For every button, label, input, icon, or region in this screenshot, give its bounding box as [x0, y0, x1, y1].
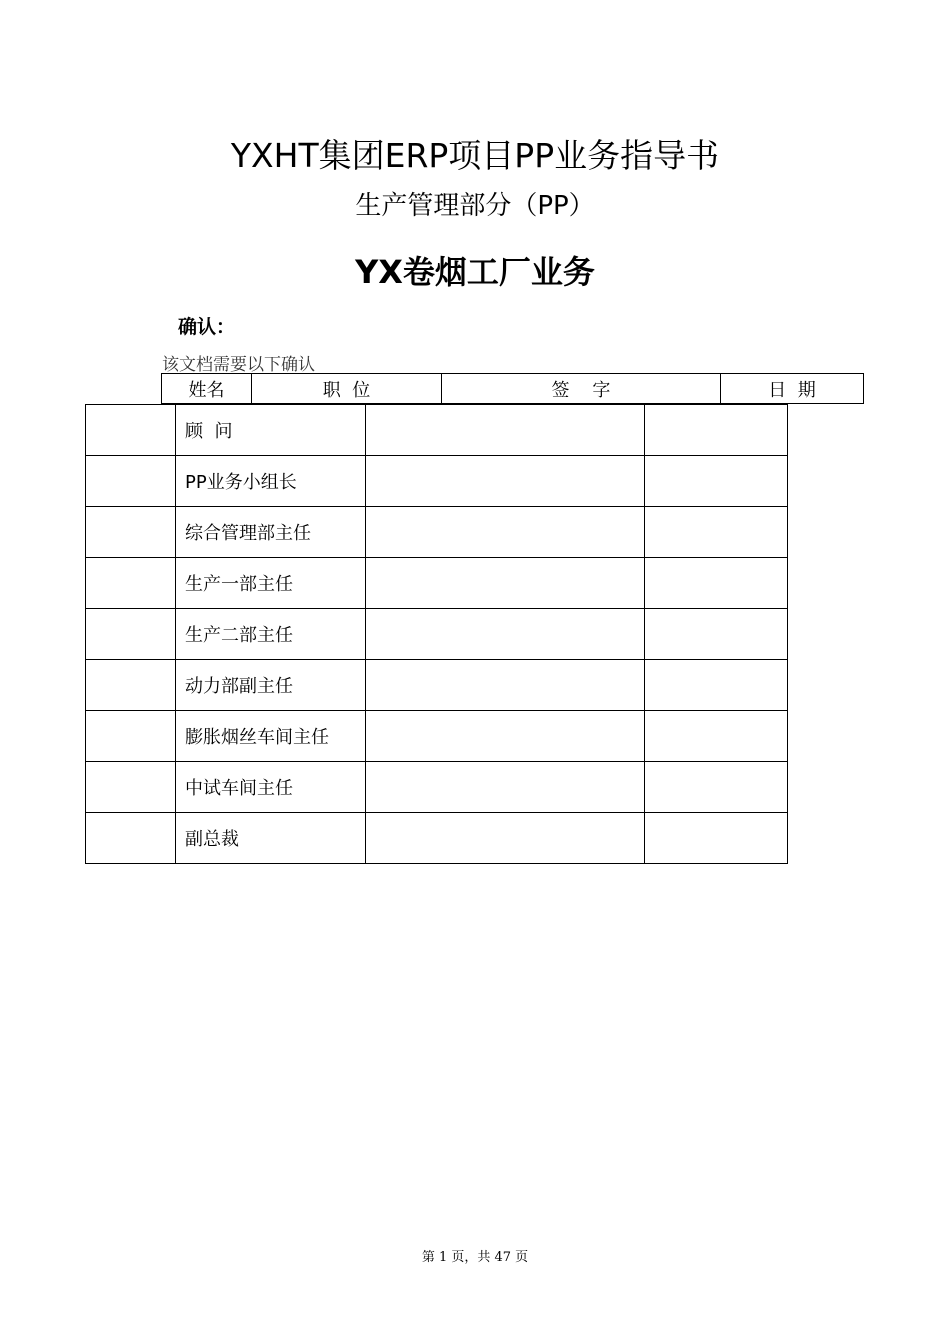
date-cell [645, 813, 788, 864]
table-row [86, 813, 788, 864]
name-cell [86, 405, 176, 456]
name-cell [86, 711, 176, 762]
name-cell [86, 762, 176, 813]
confirm-note: 该文档需要以下确认 [162, 355, 315, 375]
approval-table [85, 404, 788, 864]
table-row [86, 762, 788, 813]
date-cell [645, 609, 788, 660]
confirm-label: 确认： [178, 316, 236, 338]
table-row [86, 456, 788, 507]
signature-cell [366, 609, 645, 660]
page-footer: 第 1 页，共 47 页 [421, 1250, 529, 1265]
position-cell: 膨胀烟丝车间主任 [176, 711, 366, 762]
signature-cell [366, 558, 645, 609]
name-cell [86, 609, 176, 660]
date-cell [645, 558, 788, 609]
name-cell [86, 558, 176, 609]
date-cell [645, 456, 788, 507]
date-cell [645, 711, 788, 762]
position-cell: 中试车间主任 [176, 762, 366, 813]
table-row [86, 711, 788, 762]
table-row [86, 609, 788, 660]
signature-cell [366, 762, 645, 813]
position-cell: 生产二部主任 [176, 609, 366, 660]
header-date: 日 期 [721, 374, 864, 404]
document-title: YXHT集团ERP项目PP业务指导书 [230, 136, 720, 175]
header-signature: 签 字 [442, 374, 721, 404]
signature-cell [366, 456, 645, 507]
table-row [86, 405, 788, 456]
position-cell: 顾 问 [176, 405, 366, 456]
name-cell [86, 813, 176, 864]
position-cell: 副总裁 [176, 813, 366, 864]
date-cell [645, 507, 788, 558]
date-cell [645, 660, 788, 711]
header-position: 职 位 [252, 374, 442, 404]
table-row [86, 507, 788, 558]
approval-table-header [161, 373, 864, 404]
position-cell: 生产一部主任 [176, 558, 366, 609]
position-cell: PP业务小组长 [176, 456, 366, 507]
position-cell: 动力部副主任 [176, 660, 366, 711]
signature-cell [366, 813, 645, 864]
signature-cell [366, 507, 645, 558]
date-cell [645, 762, 788, 813]
table-row [86, 558, 788, 609]
position-cell: 综合管理部主任 [176, 507, 366, 558]
name-cell [86, 660, 176, 711]
document-subtitle: 生产管理部分（PP） [355, 191, 595, 221]
header-name: 姓名 [162, 374, 252, 404]
signature-cell [366, 711, 645, 762]
signature-cell [366, 660, 645, 711]
section-heading: YX卷烟工厂业务 [355, 253, 595, 291]
table-row [86, 660, 788, 711]
signature-cell [366, 405, 645, 456]
name-cell [86, 456, 176, 507]
name-cell [86, 507, 176, 558]
date-cell [645, 405, 788, 456]
